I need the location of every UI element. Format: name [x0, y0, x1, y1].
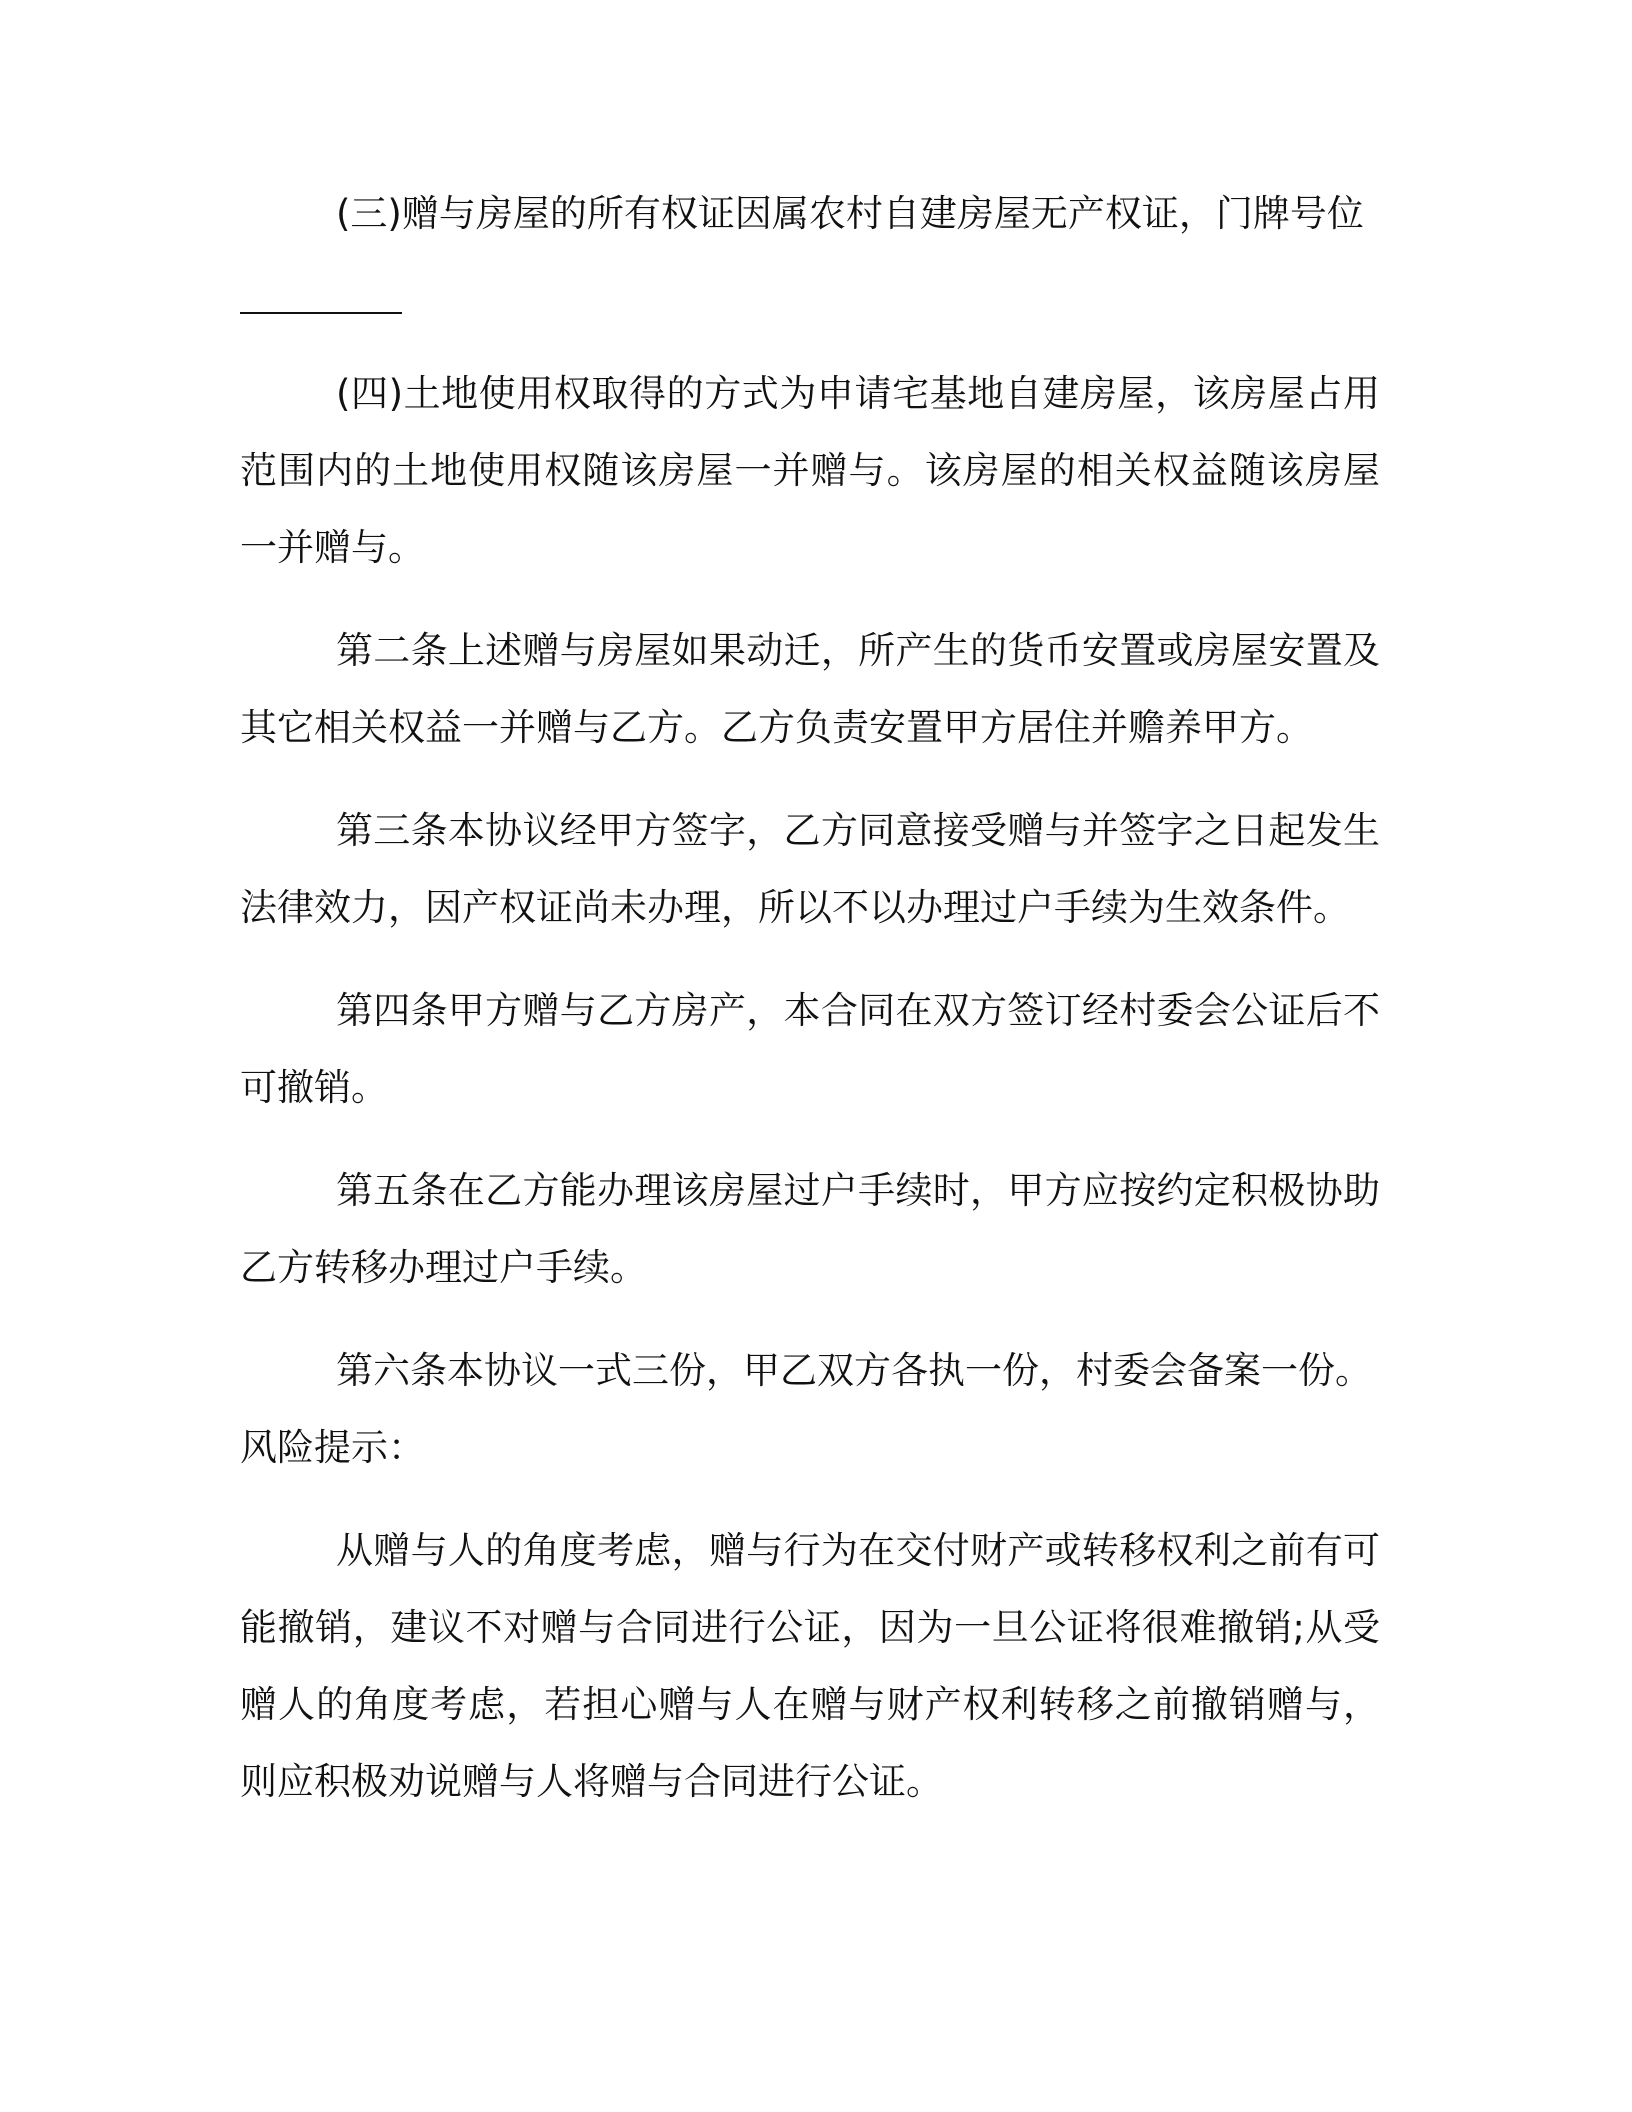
- article-6: 第六条本协议一式三份，甲乙双方各执一份，村委会备案一份。: [336, 1349, 1372, 1392]
- document-page: [240, 175, 1380, 1820]
- paragraph-4: (四)土地使用权取得的方式为申请宅基地自建房屋，该房屋占用范围内的土地使用权随该房屋一并赠与。该房屋的相关权益随该房屋一并赠与。: [240, 372, 1380, 569]
- address-blank-line: [240, 252, 1380, 329]
- article-3: 第三条本协议经甲方签字，乙方同意接受赠与并签字之日起发生法律效力，因产权证尚未办理，所以不以办理过户手续为生效条件。: [240, 809, 1380, 929]
- blank-underline: [240, 312, 402, 314]
- paragraph-3: (三)赠与房屋的所有权证因属农村自建房屋无产权证，门牌号位: [336, 192, 1364, 235]
- risk-notice-body: 从赠与人的角度考虑，赠与行为在交付财产或转移权利之前有可能撤销，建议不对赠与合同进行公证，因为一旦公证将很难撤销;从受赠人的角度考虑，若担心赠与人在赠与财产权利转移之前撤销赠与，则应积极劝说赠与人将赠与合同进行公证。: [240, 1529, 1380, 1803]
- risk-notice-heading: 风险提示：: [240, 1426, 425, 1469]
- article-2: 第二条上述赠与房屋如果动迁，所产生的货币安置或房屋安置及其它相关权益一并赠与乙方。乙方负责安置甲方居住并赡养甲方。: [240, 629, 1380, 749]
- article-4: 第四条甲方赠与乙方房产，本合同在双方签订经村委会公证后不可撤销。: [240, 989, 1380, 1109]
- article-5: 第五条在乙方能办理该房屋过户手续时，甲方应按约定积极协助乙方转移办理过户手续。: [240, 1169, 1380, 1289]
